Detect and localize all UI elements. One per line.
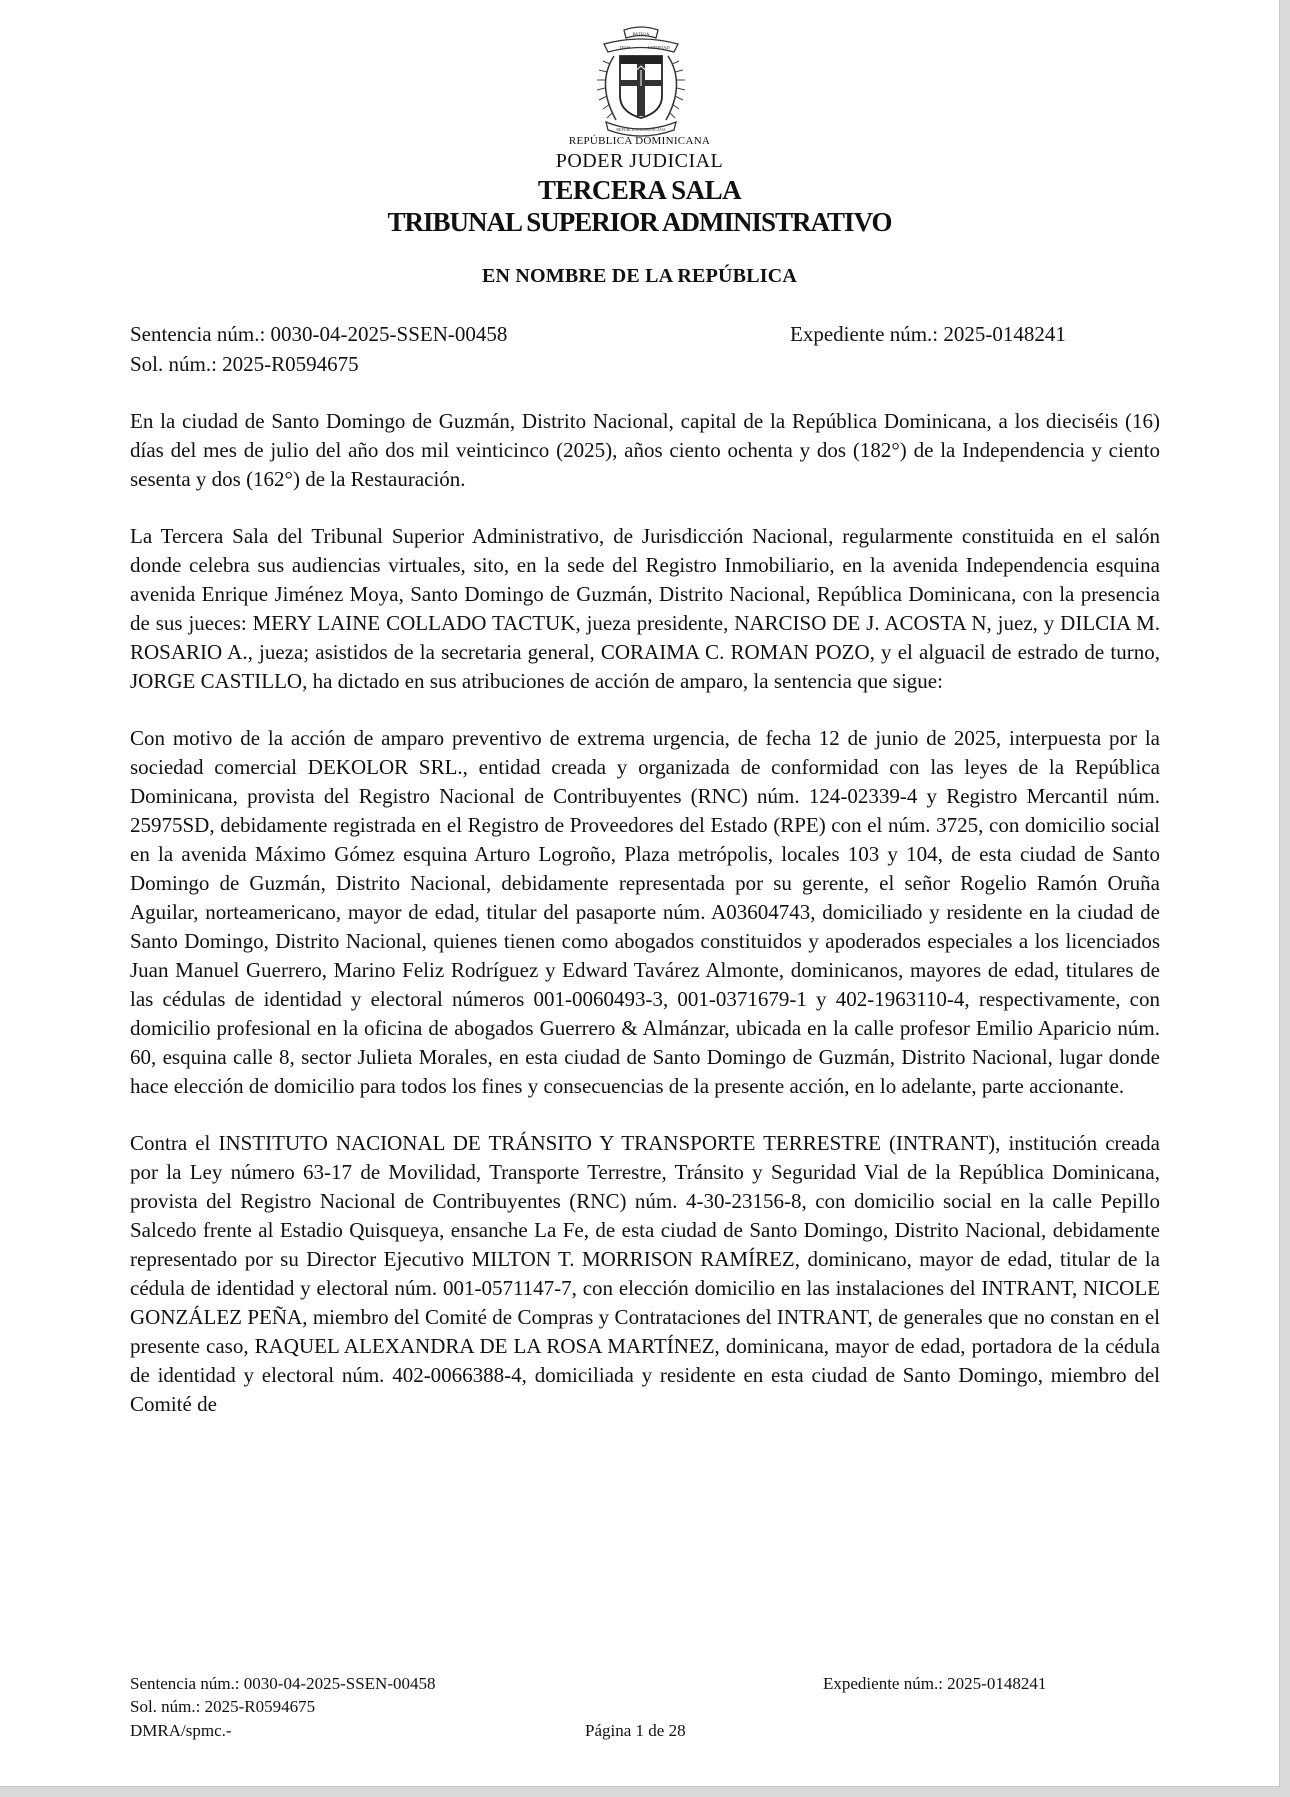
paragraph-defendant: Contra el INSTITUTO NACIONAL DE TRÁNSITO Y TRANSPORTE TERRESTRE (INTRANT), institución creada por la Ley número 63-17 de Movilidad, Transporte Terrestre, Tránsito y Seguridad Vial de la República Dominicana, provista del Registro Nacional de Contribuyentes (RNC) núm. 4-30-23156-8, con domicilio social en la calle Pepillo Salcedo frente al Estadio Quisqueya, ensanche La Fe, de esta ciudad de Santo Domingo, Distrito Nacional, debidamente representado por su Director Ejecutivo MILTON T. MORRISON RAMÍREZ, dominicano, mayor de edad, titular de la cédula de identidad y electoral núm. 001-0571147-7, con elección domicilio en las instalaciones del INTRANT, NICOLE GONZÁLEZ PEÑA, miembro del Comité de Compras y Contrataciones del INTRANT, de generales que no constan en el presente caso, RAQUEL ALEXANDRA DE LA ROSA MARTÍNEZ, dominicana, mayor de edad, portadora de la cédula de identidad y electoral núm. 402-0066388-4, domiciliada y residente en esta ciudad de Santo Domingo, miembro del Comité de: [130, 1131, 1160, 1416]
footer-row-3: [130, 1720, 1130, 1742]
paragraph-court-composition: La Tercera Sala del Tribunal Superior Administrativo, de Jurisdicción Nacional, regularmente constituida en el salón donde celebra sus audiencias virtuales, sito, en la sede del Registro Inmobiliario, en la avenida Independencia esquina avenida Enrique Jiménez Moya, Santo Domingo de Guzmán, Distrito Nacional, República Dominicana, con la presencia de sus jueces: MERY LAINE COLLADO TACTUK, jueza presidente, NARCISO DE J. ACOSTA N, juez, y DILCIA M. ROSARIO A., jueza; asistidos de la secretaria general, CORAIMA C. ROMAN POZO, y el alguacil de estrado de turno, JORGE CASTILLO, ha dictado en sus atribuciones de acción de amparo, la sentencia que sigue:: [130, 524, 1160, 693]
coat-of-arms-seal: [586, 24, 696, 142]
court-title: TRIBUNAL SUPERIOR ADMINISTRATIVO: [387, 207, 892, 237]
svg-text:LIBERTAD: LIBERTAD: [648, 45, 670, 50]
svg-text:PATRIA: PATRIA: [632, 33, 650, 38]
svg-text:REPÚBLICA DOMINICANA: REPÚBLICA DOMINICANA: [616, 127, 666, 132]
footer-solicitud: Sol. núm.: 2025-R0594675: [130, 1697, 316, 1716]
paragraph-plaintiff: Con motivo de la acción de amparo preventivo de extrema urgencia, de fecha 12 de junio de 2025, interpuesta por la sociedad comercial DEKOLOR SRL., entidad creada y organizada de conformidad con las leyes de la República Dominicana, provista del Registro Nacional de Contribuyentes (RNC) núm. 124-02339-4 y Registro Mercantil núm. 25975SD, debidamente registrada en el Registro de Proveedores del Estado (RPE) con el núm. 3725, con domicilio social en la avenida Máximo Gómez esquina Arturo Logroño, Plaza metrópolis, locales 103 y 104, de esta ciudad de Santo Domingo de Guzmán, Distrito Nacional, debidamente representada por su gerente, el señor Rogelio Ramón Oruña Aguilar, norteamericano, mayor de edad, titular del pasaporte núm. A03604743, domiciliado y residente en la ciudad de Santo Domingo, Distrito Nacional, quienes tienen como abogados constituidos y apoderados especiales a los licenciados Juan Manuel Guerrero, Marino Feliz Rodríguez y Edward Tavárez Almonte, dominicanos, mayores de edad, titulares de las cédulas de identidad y electoral números 001-0060493-3, 001-0371679-1 y 402-1963110-4, respectivamente, con domicilio profesional en la oficina de abogados Guerrero & Almánzar, ubicada en la calle profesor Emilio Aparicio núm. 60, esquina calle 8, sector Julieta Morales, en esta ciudad de Santo Domingo de Guzmán, Distrito Nacional, lugar donde hace elección de domicilio para todos los fines y consecuencias de la presente acción, en lo adelante, parte accionante.: [130, 726, 1160, 1098]
paragraph-date: En la ciudad de Santo Domingo de Guzmán, Distrito Nacional, capital de la República Dominicana, a los dieciséis (16) días del mes de julio del año dos mil veinticinco (2025), años ciento ochenta y dos (182°) de la Independencia y ciento sesenta y dos (162°) de la Restauración.: [130, 409, 1160, 491]
solicitud-number: Sol. núm.: 2025-R0594675: [130, 352, 359, 376]
footer-row-2: [130, 1696, 1130, 1718]
footer-expediente: Expediente núm.: 2025-0148241: [823, 1674, 1047, 1693]
expediente-number: Expediente núm.: 2025-0148241: [790, 322, 1066, 346]
footer-sentencia: Sentencia núm.: 0030-04-2025-SSEN-00458: [130, 1674, 436, 1693]
seal-caption: REPÚBLICA DOMINICANA: [568, 135, 711, 147]
footer-row-1: [130, 1673, 1130, 1695]
sentencia-number: Sentencia núm.: 0030-04-2025-SSEN-00458: [130, 322, 508, 346]
case-meta-row: [130, 322, 1130, 347]
invocation-heading: EN NOMBRE DE LA REPÚBLICA: [481, 265, 798, 287]
solicitud-row: [130, 352, 1130, 377]
footer-initials: DMRA/spmc.-: [130, 1721, 232, 1740]
page-number: Página 1 de 28: [585, 1721, 686, 1740]
svg-text:DIOS: DIOS: [620, 45, 631, 50]
document-body: [130, 407, 1160, 1447]
chamber-title: TERCERA SALA: [537, 175, 742, 205]
institution-name: PODER JUDICIAL: [555, 150, 724, 172]
